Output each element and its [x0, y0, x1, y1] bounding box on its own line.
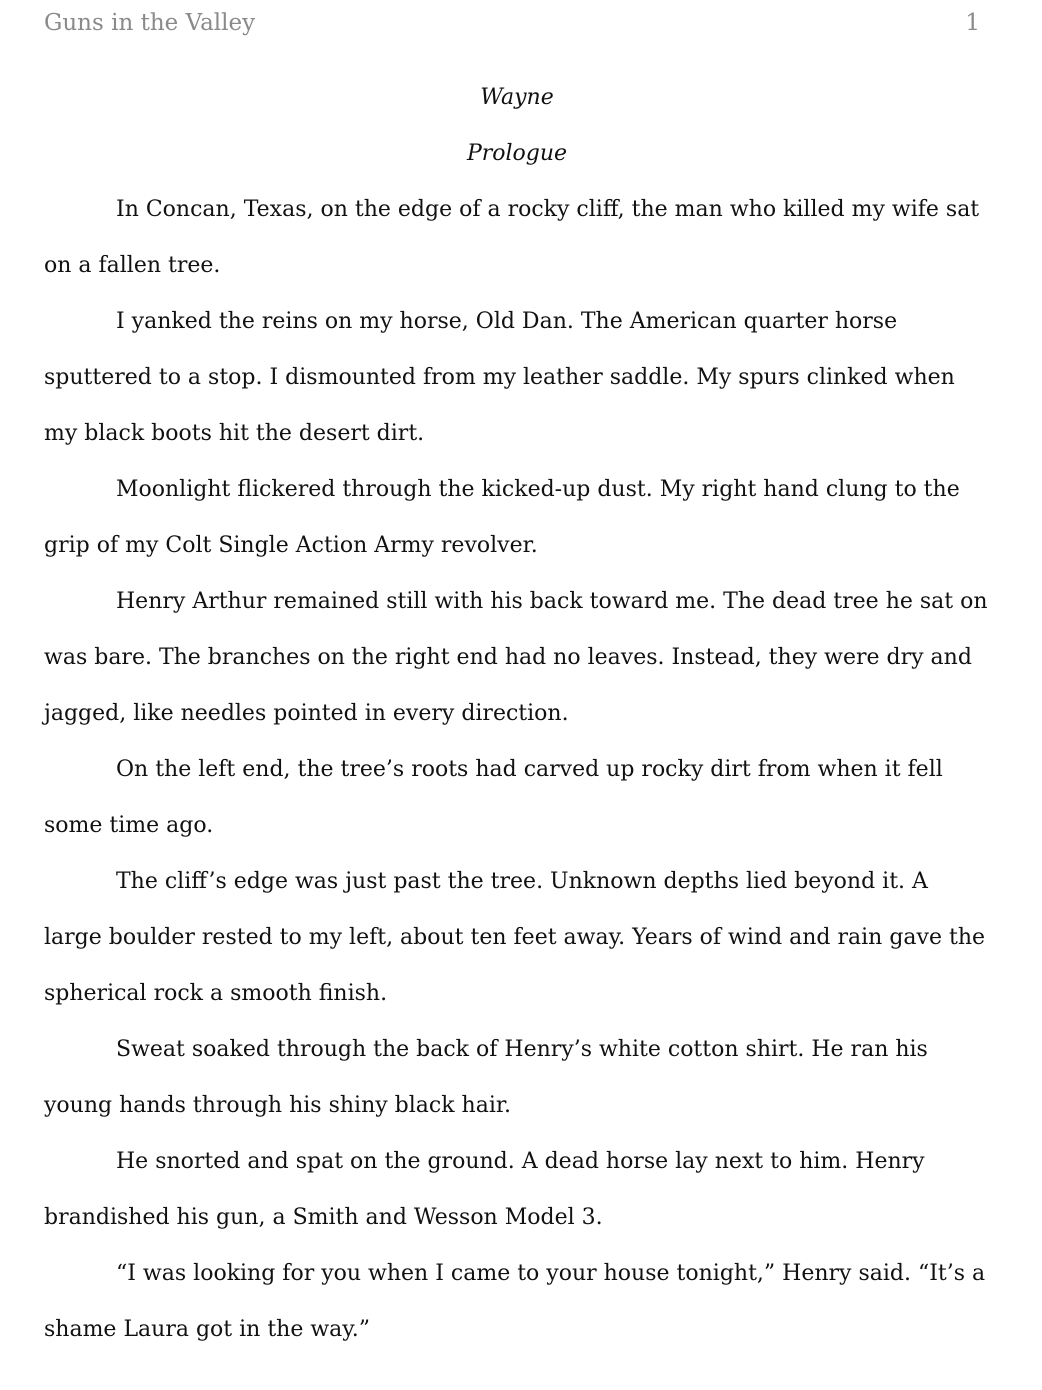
- paragraph: He snorted and spat on the ground. A dead horse lay next to him. Henry brandished his gun, a Smith and Wesson Model 3.: [44, 1149, 925, 1230]
- narrator-heading: Wayne: [480, 85, 554, 110]
- section-heading: Prologue: [466, 141, 568, 166]
- page-number: 1: [965, 10, 980, 36]
- paragraph: On the left end, the tree’s roots had carved up rocky dirt from when it fell some time ago.: [44, 757, 943, 838]
- paragraph: I yanked the reins on my horse, Old Dan. The American quarter horse sputtered to a stop. I dismounted from my leather saddle. My spurs clinked when my black boots hit the desert dirt.: [44, 309, 955, 446]
- running-title: Guns in the Valley: [44, 10, 256, 36]
- paragraph: The cliff’s edge was just past the tree. Unknown depths lied beyond it. A large boulder rested to my left, about ten feet away. Years of wind and rain gave the spherical rock a smooth finish.: [44, 869, 986, 1006]
- page-header: [44, 10, 980, 42]
- manuscript-body: [44, 70, 990, 1358]
- paragraph: Moonlight flickered through the kicked-up dust. My right hand clung to the grip of my Colt Single Action Army revolver.: [44, 477, 960, 558]
- paragraph: “I was looking for you when I came to your house tonight,” Henry said. “It’s a shame Laura got in the way.”: [44, 1261, 986, 1342]
- paragraph: In Concan, Texas, on the edge of a rocky cliff, the man who killed my wife sat on a fallen tree.: [44, 197, 980, 278]
- paragraph: Henry Arthur remained still with his back toward me. The dead tree he sat on was bare. The branches on the right end had no leaves. Instead, they were dry and jagged, like needles pointed in every direction.: [44, 589, 988, 726]
- paragraph: Sweat soaked through the back of Henry’s white cotton shirt. He ran his young hands through his shiny black hair.: [44, 1037, 928, 1118]
